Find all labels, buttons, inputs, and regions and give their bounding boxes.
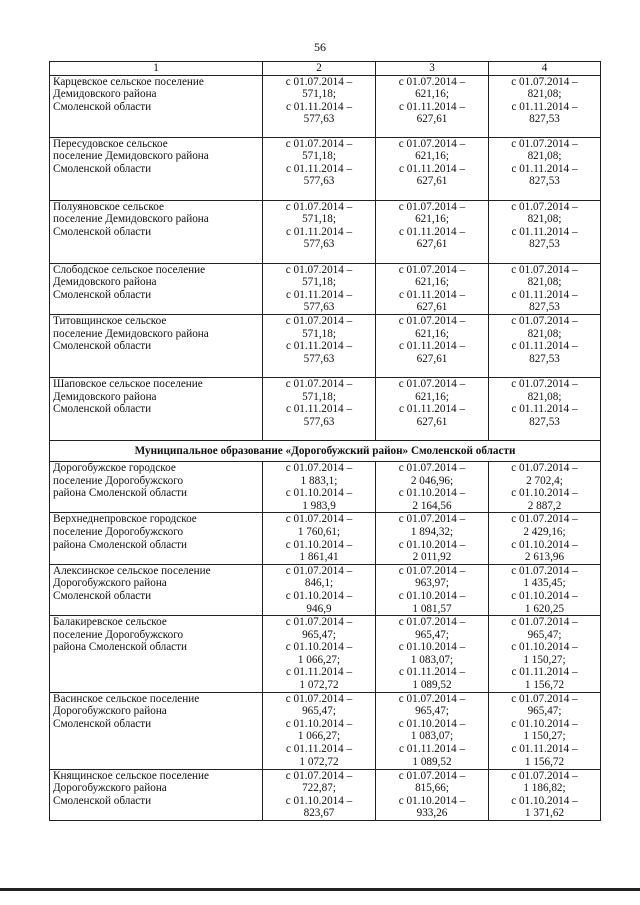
settlement-name-line: Алексинское сельское поселение — [53, 564, 211, 577]
section-title: Муниципальное образование «Дорогобужский район» Смоленской области — [50, 440, 601, 461]
tariff-cell-col-4 — [489, 564, 601, 615]
tariff-line: с 01.10.2014 – — [398, 589, 466, 602]
settlement-name-line: Дорогобужское городское — [53, 461, 176, 474]
tariff-line: 577,63 — [303, 415, 335, 428]
tariff-line: 2 011,92 — [412, 551, 452, 564]
tariff-line: 1 150,27; — [523, 730, 566, 743]
tariff-line: 627,61 — [416, 113, 448, 126]
tariff-line: 815,66; — [415, 782, 449, 795]
tariff-line: с 01.07.2014 – — [511, 616, 578, 629]
settlement-name-line: Шаповское сельское поселение — [53, 377, 203, 390]
tariff-line: 965,47; — [302, 705, 336, 718]
settlement-name-line: Княщинское сельское поселение — [53, 769, 210, 782]
tariff-cell-col-4 — [489, 137, 601, 200]
settlement-name-cell — [50, 513, 263, 564]
tariff-line: 627,61 — [416, 238, 448, 251]
tariff-cell-col-4 — [489, 200, 601, 263]
tariff-line: 571,18; — [302, 88, 336, 101]
tariff-cell-col-2 — [263, 75, 376, 137]
tariff-line: 821,08; — [527, 327, 562, 340]
tariff-cell-col-2 — [263, 513, 376, 564]
table-row — [50, 692, 601, 769]
tariff-line: с 01.07.2014 – — [398, 263, 466, 276]
settlement-name-line: Верхнеднепровское городское — [53, 513, 197, 526]
tariff-cell-col-2 — [263, 616, 376, 693]
settlement-name-cell — [50, 564, 263, 615]
tariff-cell-col-2 — [263, 263, 376, 314]
tariff-cell-col-2 — [263, 200, 376, 263]
tariff-line: с 01.11.2014 – — [511, 162, 578, 175]
tariff-line: с 01.11.2014 – — [285, 340, 353, 353]
tariff-line: с 01.07.2014 – — [511, 314, 578, 327]
settlement-name-line: Смоленской области — [53, 589, 152, 602]
tariff-line: 965,47; — [302, 628, 336, 641]
tariff-line: 827,53 — [529, 175, 560, 188]
tariff-line: с 01.07.2014 – — [285, 75, 353, 88]
settlement-name-line: Смоленской области — [53, 288, 152, 301]
tariff-line: с 01.11.2014 – — [511, 340, 578, 353]
tariff-line: с 01.11.2014 – — [398, 340, 466, 353]
tariff-line: 821,08; — [527, 390, 562, 403]
tariff-line: с 01.07.2014 – — [398, 769, 466, 782]
tariff-line: 1 083,07; — [410, 730, 454, 743]
settlement-name-line: Смоленской области — [53, 100, 152, 113]
table-row — [50, 377, 601, 440]
tariff-line: с 01.11.2014 – — [398, 100, 466, 113]
tariff-line: 821,08; — [527, 213, 562, 226]
tariff-line: с 01.07.2014 – — [511, 692, 578, 705]
tariff-line: 1 760,61; — [297, 525, 341, 538]
settlement-name-line: поселение Дорогобужского — [53, 474, 184, 487]
tariff-line: с 01.07.2014 – — [511, 137, 578, 150]
settlement-name-line: района Смоленской области — [53, 641, 188, 654]
settlement-name-line: поселение Дорогобужского — [53, 628, 184, 641]
tariff-line: с 01.10.2014 – — [511, 794, 578, 807]
settlement-name-line: Пересудовское сельское — [53, 137, 168, 150]
tariff-line: 1 620,25 — [524, 602, 565, 615]
tariff-cell-col-4 — [489, 692, 601, 769]
tariff-line: 2 429,16; — [523, 525, 566, 538]
tariff-line: с 01.10.2014 – — [511, 641, 578, 654]
tariff-line: 1 089,52 — [412, 755, 452, 768]
settlement-name-cell — [50, 200, 263, 263]
tariff-line: с 01.07.2014 – — [285, 616, 353, 629]
tariff-cell-col-3 — [376, 377, 489, 440]
tariff-line: с 01.10.2014 – — [511, 487, 578, 500]
tariff-line: 821,08; — [527, 88, 562, 101]
table-row — [50, 513, 601, 564]
tariff-line: 621,16; — [415, 150, 449, 163]
tariff-line: с 01.07.2014 – — [511, 769, 578, 782]
bottom-rule — [0, 888, 640, 891]
tariff-line: 1 883,1; — [300, 474, 338, 487]
settlement-name-line: Карцевское сельское поселение — [53, 75, 204, 88]
tariff-line: с 01.11.2014 – — [285, 225, 353, 238]
tariff-line: с 01.11.2014 – — [285, 666, 353, 679]
tariff-line: с 01.11.2014 – — [398, 666, 466, 679]
tariff-cell-col-2 — [263, 564, 376, 615]
settlement-name-line: Демидовского района — [53, 88, 157, 101]
page-number: 56 — [314, 40, 326, 54]
tariff-line: с 01.07.2014 – — [511, 263, 578, 276]
tariff-line: с 01.10.2014 – — [398, 487, 466, 500]
table-row — [50, 314, 601, 377]
tariff-cell-col-3 — [376, 692, 489, 769]
tariff-line: с 01.07.2014 – — [511, 564, 578, 577]
tariff-line: с 01.10.2014 – — [285, 794, 353, 807]
settlement-name-line: поселение Демидовского района — [53, 150, 209, 163]
tariff-line: 1 894,32; — [410, 525, 454, 538]
tariff-line: с 01.07.2014 – — [398, 314, 466, 327]
table-row — [50, 137, 601, 200]
tariff-cell-col-3 — [376, 200, 489, 263]
tariff-line: 1 983,9 — [302, 499, 336, 512]
tariff-cell-col-2 — [263, 137, 376, 200]
tariff-line: с 01.11.2014 – — [285, 403, 353, 416]
tariff-line: с 01.07.2014 – — [398, 377, 466, 390]
settlement-name-line: района Смоленской области — [53, 487, 188, 500]
tariff-line: с 01.10.2014 – — [398, 794, 466, 807]
tariff-line: 571,18; — [302, 276, 336, 289]
tariff-line: с 01.11.2014 – — [511, 403, 578, 416]
tariff-line: 1 072,72 — [299, 679, 339, 692]
tariff-cell-col-2 — [263, 461, 376, 512]
tariff-cell-col-3 — [376, 75, 489, 137]
tariff-line: 1 066,27; — [297, 653, 341, 666]
tariff-line: 827,53 — [529, 352, 560, 365]
table-row — [50, 75, 601, 137]
settlement-name-line: Смоленской области — [53, 162, 152, 175]
tariff-line: с 01.10.2014 – — [398, 538, 466, 551]
tariff-cell-col-4 — [489, 377, 601, 440]
tariff-line: с 01.10.2014 – — [285, 487, 353, 500]
tariff-line: с 01.07.2014 – — [398, 692, 466, 705]
tariff-line: 1 156,72 — [524, 679, 565, 692]
header-col-4: 4 — [489, 62, 601, 76]
tariff-line: 827,53 — [529, 415, 560, 428]
tariff-line: с 01.11.2014 – — [398, 162, 466, 175]
tariff-line: 827,53 — [529, 301, 560, 314]
tariff-line: с 01.11.2014 – — [398, 403, 466, 416]
tariff-line: 1 371,62 — [524, 807, 565, 820]
tariff-line: 965,47; — [527, 628, 562, 641]
tariff-line: 577,63 — [303, 301, 335, 314]
table-row — [50, 200, 601, 263]
tariff-line: 571,18; — [302, 213, 336, 226]
tariff-line: с 01.11.2014 – — [511, 100, 578, 113]
tariff-line: 846,1; — [304, 577, 334, 590]
tariff-line: с 01.07.2014 – — [285, 200, 353, 213]
settlement-name-line: Смоленской области — [53, 403, 152, 416]
tariff-line: 965,47; — [415, 628, 449, 641]
tariff-line: 823,67 — [303, 807, 335, 820]
table-row — [50, 769, 601, 820]
settlement-name-line: Дорогобужского района — [53, 705, 167, 718]
tariff-line: с 01.07.2014 – — [511, 377, 578, 390]
tariff-cell-col-4 — [489, 314, 601, 377]
tariff-line: с 01.07.2014 – — [398, 461, 466, 474]
table-row — [50, 564, 601, 615]
tariff-line: 577,63 — [303, 113, 335, 126]
tariff-line: с 01.07.2014 – — [511, 200, 578, 213]
settlement-name-line: Смоленской области — [53, 717, 152, 730]
section-header-row — [50, 440, 601, 461]
settlement-name-line: поселение Демидовского района — [53, 327, 209, 340]
tariff-line: 577,63 — [303, 352, 335, 365]
tariff-line: 1 150,27; — [523, 653, 566, 666]
tariff-line: 1 066,27; — [297, 730, 341, 743]
settlement-name-line: Балакиревское сельское — [53, 616, 167, 629]
tariff-line: 621,16; — [415, 88, 449, 101]
tariff-line: 2 613,96 — [524, 551, 565, 564]
header-col-2: 2 — [263, 62, 376, 76]
tariff-line: с 01.10.2014 – — [285, 641, 353, 654]
tariff-cell-col-3 — [376, 137, 489, 200]
tariff-cell-col-4 — [489, 75, 601, 137]
tariff-line: 621,16; — [415, 390, 449, 403]
tariff-line: с 01.07.2014 – — [398, 513, 466, 526]
tariff-line: с 01.11.2014 – — [285, 288, 353, 301]
tariff-line: 821,08; — [527, 276, 562, 289]
tariff-line: 1 186,82; — [523, 782, 566, 795]
settlement-name-cell — [50, 314, 263, 377]
tariff-cell-col-3 — [376, 263, 489, 314]
settlement-name-line: поселение Демидовского района — [53, 213, 209, 226]
tariff-line: 1 861,41 — [299, 551, 339, 564]
tariff-line: 821,08; — [527, 150, 562, 163]
settlement-name-cell — [50, 692, 263, 769]
tariff-line: 627,61 — [416, 415, 448, 428]
settlement-name-cell — [50, 263, 263, 314]
tariff-cell-col-2 — [263, 692, 376, 769]
tariff-line: 621,16; — [415, 213, 449, 226]
tariff-table — [49, 61, 601, 821]
settlement-name-line: района Смоленской области — [53, 538, 188, 551]
tariff-line: с 01.11.2014 – — [285, 162, 353, 175]
tariff-line: с 01.11.2014 – — [398, 743, 466, 756]
settlement-name-cell — [50, 616, 263, 693]
tariff-line: с 01.11.2014 – — [511, 225, 578, 238]
tariff-line: 827,53 — [529, 113, 560, 126]
tariff-line: 963,97; — [415, 577, 449, 590]
tariff-line: с 01.10.2014 – — [511, 717, 578, 730]
tariff-line: с 01.07.2014 – — [398, 564, 466, 577]
tariff-line: с 01.07.2014 – — [285, 769, 353, 782]
tariff-line: с 01.07.2014 – — [285, 263, 353, 276]
tariff-cell-col-4 — [489, 513, 601, 564]
tariff-line: с 01.10.2014 – — [285, 538, 353, 551]
tariff-line: 621,16; — [415, 327, 449, 340]
tariff-line: 2 702,4; — [526, 474, 563, 487]
tariff-line: 571,18; — [302, 390, 336, 403]
table-row — [50, 616, 601, 693]
tariff-line: с 01.07.2014 – — [511, 461, 578, 474]
tariff-line: 577,63 — [303, 175, 335, 188]
settlement-name-line: Демидовского района — [53, 390, 157, 403]
tariff-line: с 01.07.2014 – — [511, 75, 578, 88]
settlement-name-line: Васинское сельское поселение — [53, 692, 200, 705]
table-row — [50, 263, 601, 314]
tariff-cell-col-3 — [376, 461, 489, 512]
tariff-line: 2 164,56 — [412, 499, 452, 512]
tariff-cell-col-4 — [489, 461, 601, 512]
header-col-1: 1 — [50, 62, 263, 76]
tariff-line: с 01.07.2014 – — [285, 564, 353, 577]
tariff-cell-col-4 — [489, 616, 601, 693]
tariff-line: с 01.11.2014 – — [511, 666, 578, 679]
settlement-name-cell — [50, 461, 263, 512]
tariff-line: 946,9 — [306, 602, 332, 615]
tariff-line: 1 435,45; — [523, 577, 566, 590]
tariff-line: 621,16; — [415, 276, 449, 289]
tariff-line: с 01.07.2014 – — [511, 513, 578, 526]
settlement-name-line: Демидовского района — [53, 276, 157, 289]
settlement-name-line: Смоленской области — [53, 340, 152, 353]
tariff-line: 965,47; — [415, 705, 449, 718]
tariff-cell-col-2 — [263, 377, 376, 440]
tariff-line: 2 887,2 — [527, 499, 562, 512]
table-body — [50, 75, 601, 820]
tariff-line: с 01.07.2014 – — [398, 75, 466, 88]
tariff-cell-col-3 — [376, 769, 489, 820]
tariff-line: 2 046,96; — [410, 474, 454, 487]
tariff-line: с 01.10.2014 – — [511, 589, 578, 602]
tariff-line: с 01.07.2014 – — [285, 692, 353, 705]
tariff-line: 627,61 — [416, 175, 448, 188]
table-row — [50, 461, 601, 512]
tariff-line: 827,53 — [529, 238, 560, 251]
tariff-line: 627,61 — [416, 352, 448, 365]
settlement-name-cell — [50, 75, 263, 137]
tariff-line: с 01.11.2014 – — [511, 743, 578, 756]
tariff-cell-col-3 — [376, 513, 489, 564]
settlement-name-line: Слободское сельское поселение — [53, 263, 206, 276]
tariff-line: 1 083,07; — [410, 653, 454, 666]
tariff-line: с 01.07.2014 – — [398, 616, 466, 629]
tariff-line: 577,63 — [303, 238, 335, 251]
tariff-line: с 01.10.2014 – — [511, 538, 578, 551]
tariff-line: 571,18; — [302, 150, 336, 163]
tariff-line: с 01.11.2014 – — [285, 743, 353, 756]
tariff-line: 1 072,72 — [299, 755, 339, 768]
settlement-name-line: Полуяновское сельское — [53, 200, 164, 213]
tariff-table-container — [49, 61, 600, 821]
settlement-name-line: Титовщинское сельское — [53, 314, 167, 327]
settlement-name-line: Смоленской области — [53, 794, 152, 807]
tariff-line: с 01.07.2014 – — [398, 200, 466, 213]
tariff-cell-col-2 — [263, 314, 376, 377]
tariff-line: 1 156,72 — [524, 755, 565, 768]
tariff-line: с 01.11.2014 – — [511, 288, 578, 301]
settlement-name-line: Дорогобужского района — [53, 577, 167, 590]
tariff-cell-col-3 — [376, 314, 489, 377]
tariff-line: 933,26 — [416, 807, 448, 820]
table-header-row — [50, 62, 601, 76]
tariff-line: с 01.10.2014 – — [398, 641, 466, 654]
tariff-line: 965,47; — [527, 705, 562, 718]
tariff-line: с 01.10.2014 – — [285, 589, 353, 602]
settlement-name-cell — [50, 377, 263, 440]
tariff-line: с 01.07.2014 – — [285, 377, 353, 390]
tariff-line: с 01.07.2014 – — [285, 314, 353, 327]
tariff-line: с 01.07.2014 – — [285, 513, 353, 526]
tariff-line: 722,87; — [302, 782, 336, 795]
tariff-line: 1 089,52 — [412, 679, 452, 692]
settlement-name-cell — [50, 769, 263, 820]
header-col-3: 3 — [376, 62, 489, 76]
tariff-cell-col-2 — [263, 769, 376, 820]
tariff-cell-col-3 — [376, 564, 489, 615]
settlement-name-cell — [50, 137, 263, 200]
tariff-cell-col-3 — [376, 616, 489, 693]
tariff-line: с 01.11.2014 – — [285, 100, 353, 113]
tariff-line: с 01.07.2014 – — [285, 461, 353, 474]
tariff-line: с 01.10.2014 – — [398, 717, 466, 730]
tariff-line: с 01.10.2014 – — [285, 717, 353, 730]
tariff-line: с 01.07.2014 – — [285, 137, 353, 150]
settlement-name-line: поселение Дорогобужского — [53, 525, 184, 538]
tariff-line: с 01.07.2014 – — [398, 137, 466, 150]
tariff-line: 571,18; — [302, 327, 336, 340]
settlement-name-line: Дорогобужского района — [53, 782, 167, 795]
tariff-line: с 01.11.2014 – — [398, 225, 466, 238]
tariff-line: 627,61 — [416, 301, 448, 314]
tariff-line: 1 081,57 — [412, 602, 452, 615]
tariff-cell-col-4 — [489, 263, 601, 314]
settlement-name-line: Смоленской области — [53, 225, 152, 238]
tariff-cell-col-4 — [489, 769, 601, 820]
tariff-line: с 01.11.2014 – — [398, 288, 466, 301]
